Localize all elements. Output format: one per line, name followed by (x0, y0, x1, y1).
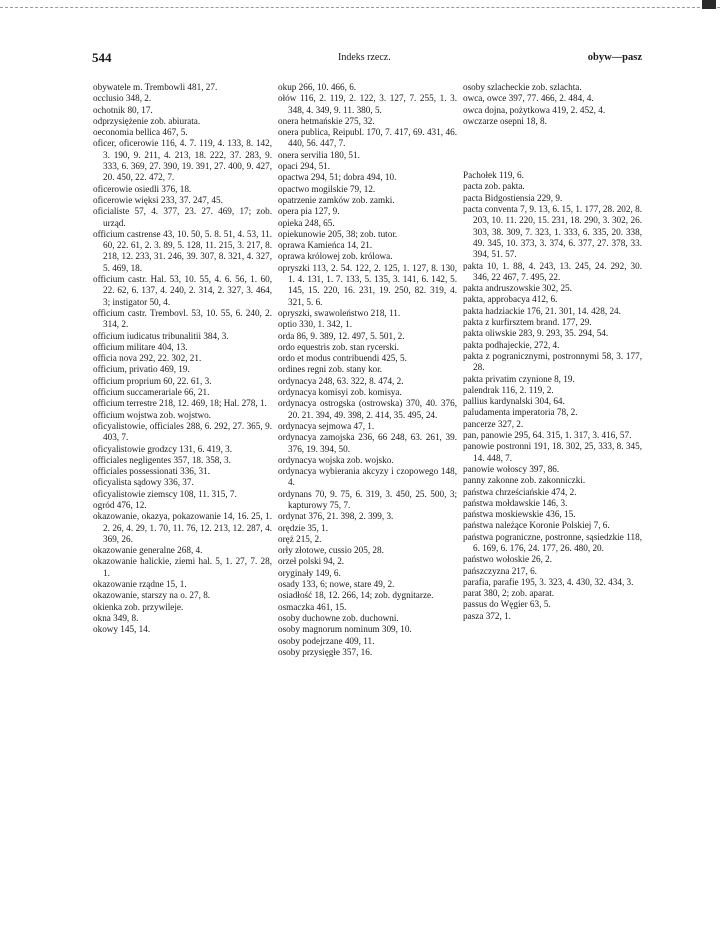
index-entry: państwa pograniczne, postronne, sąsiedzkie 118, 6. 169, 6. 176, 24. 177, 26. 480, 20. (463, 531, 642, 553)
scan-corner-mark (702, 0, 716, 9)
index-entry: oficerowie osiedli 376, 18. (93, 183, 192, 194)
index-entry: oryginały 149, 6. (278, 567, 341, 578)
index-entry: oręż 215, 2. (278, 533, 322, 544)
index-entry: officium wojstwa zob. wojstwo. (93, 409, 211, 420)
index-entry: osmaczka 461, 15. (278, 601, 347, 612)
index-title: Indeks rzecz. (338, 52, 391, 63)
index-entry: opera pia 127, 9. (278, 206, 340, 217)
index-entry: pakta, approbacya 412, 6. (463, 294, 558, 305)
index-entry: pakta oliwskie 283, 9. 293, 35. 294, 54. (463, 328, 609, 339)
index-entry: onera servilia 180, 51. (278, 149, 360, 160)
index-column-2 (278, 82, 457, 658)
index-entry: okna 349, 8. (93, 612, 139, 623)
index-entry: officiales possessionati 336, 31. (93, 466, 210, 477)
index-entry: oficialiste 57, 4. 377, 23. 27. 469, 17; zob. urząd. (93, 206, 272, 228)
index-entry: pasza 372, 1. (463, 610, 511, 621)
index-column-3 (463, 82, 642, 658)
index-entry: ordynacya komisyi zob. komisya. (278, 387, 402, 398)
page-header (92, 50, 642, 66)
entry-range: obyw—pasz (587, 52, 642, 63)
scan-edge (0, 7, 720, 8)
index-entry: ordynat 376, 21. 398, 2. 399, 3. (278, 511, 394, 522)
index-entry: osady 133, 6; nowe, stare 49, 2. (278, 579, 395, 590)
index-entry: ołów 116, 2. 119, 2. 122, 3. 127, 7. 255, 1. 3. 348, 4. 349, 9. 11. 380, 5. (278, 93, 457, 115)
index-entry: officium castr. Trembovl. 53, 10. 55, 6. 240, 2. 314, 2. (93, 307, 272, 330)
index-entry: okazowanie, starszy na o. 27, 8. (93, 590, 211, 601)
index-entry: osoby szlacheckie zob. szlachta. (463, 82, 582, 92)
index-column-1 (93, 82, 272, 658)
index-entry: orda 86, 9. 389, 12. 497, 5. 501, 2. (278, 330, 405, 341)
index-entry: ordines regni zob. stany kor. (278, 364, 383, 375)
index-entry: officium proprium 60, 22. 61, 3. (93, 375, 212, 386)
index-entry: okowy 145, 14. (93, 624, 151, 635)
index-entry: pan, panowie 295, 64. 315, 1. 317, 3. 416, 57. (463, 430, 632, 441)
index-entry: państwa należące Koronie Polskiej 7, 6. (463, 520, 610, 531)
index-entry: okazowanie, okazya, pokazowanie 14, 16. 25, 1. 2. 26, 4. 29, 1. 70, 11. 76, 12. 213, 12. 287, 4. 369, 26. (93, 511, 272, 544)
index-entry: okazowanie halickie, ziemi hal. 5, 1. 27, 7. 28, 1. (93, 556, 272, 578)
index-entry: orły złotowe, cussio 205, 28. (278, 545, 384, 556)
index-entry: ordo equestris zob. stan rycerski. (278, 341, 399, 352)
index-entry: opaci 294, 51. (278, 161, 331, 172)
index-entry: oprawa królowej zob. królowa. (278, 251, 393, 262)
index-entry: palendrak 116, 2. 119, 2. (463, 384, 554, 395)
index-entry: pacta conventa 7, 9. 13, 6. 15, 1. 177, 28. 202, 8. 203, 10. 11. 220, 15. 231, 18. 290, 3. 302, 26. 303, 38. 309, 7. 323, 1. 333, 6. 335, 20. 338, 49. 345, 10. 373, 3. 374, 6. 377, 27. 378, 33. 394, 51. 57. (463, 204, 642, 260)
index-entry: oprawa Kamieńca 14, 21. (278, 240, 373, 251)
index-entry: osoby przysięgłe 357, 16. (278, 646, 373, 657)
index-entry: passus do Węgier 63, 5. (463, 599, 551, 610)
index-entry: opieka 248, 65. (278, 217, 335, 228)
index-entry: osoby duchowne zob. duchowni. (278, 612, 399, 623)
index-entry: osiadłość 18, 12. 266, 14; zob. dygnitarze. (278, 590, 434, 601)
index-entry: ordo et modus contribuendi 425, 5. (278, 353, 407, 364)
index-entry: odprzysiężenie zob. abiurata. (93, 115, 201, 126)
index-entry: orędzie 35, 1. (278, 522, 329, 533)
index-entry: occlusio 348, 2. (93, 93, 152, 104)
index-entry: opatrzenie zamków zob. zamki. (278, 194, 395, 205)
index-entry: państwa moskiewskie 436, 15. (463, 509, 576, 520)
index-entry: osoby podejrzane 409, 11. (278, 635, 375, 646)
entry-gap (463, 143, 642, 154)
index-entry: pańszczyzna 217, 6. (463, 565, 537, 576)
index-entry: owca, owce 397, 77. 466, 2. 484, 4. (463, 93, 594, 104)
index-entry: pacta Bidgostiensia 229, 9. (463, 192, 563, 203)
index-entry: oficerowie więksi 233, 37. 247, 45. (93, 194, 223, 205)
index-entry: oficer, oficerowie 116, 4. 7. 119, 4. 133, 8. 142, 3. 190, 9. 211, 4. 213, 18. 222, 37. 283, 9. 333, 6. 369, 27. 390, 19. 391, 27. 400, 9. 427, 20. 450, 22. 472, 7. (93, 138, 272, 183)
index-entry: Pachołek 119, 6. (463, 170, 524, 181)
index-entry: pakta z pogranicznymi, postronnymi 58, 3. 177, 28. (463, 350, 642, 373)
index-entry: osoby magnorum nominum 309, 10. (278, 624, 412, 635)
index-entry: ordynacya wojska zob. wojsko. (278, 454, 394, 465)
index-entry: owczarze osepni 18, 8. (463, 115, 547, 126)
index-entry: oeconomia bellica 467, 5. (93, 127, 188, 138)
index-entry: okup 266, 10. 466, 6. (278, 82, 357, 92)
index-entry: ogród 476, 12. (93, 499, 147, 510)
page-number: 544 (92, 50, 112, 65)
index-entry: oficyalistowie ziemscy 108, 11. 315, 7. (93, 488, 237, 499)
index-entry: opactwa 294, 51; dobra 494, 10. (278, 172, 397, 183)
index-entry: pakta andruszowskie 302, 25. (463, 283, 572, 294)
index-entry: pakta 10, 1. 88, 4. 243, 13. 245, 24. 292, 30. 346, 22 467, 7. 495, 22. (463, 260, 642, 282)
index-entry: ordynacya sejmowa 47, 1. (278, 420, 375, 431)
index-entry: officium iudicatus tribunalitii 384, 3. (93, 330, 229, 341)
index-entry: ochotnik 80, 17. (93, 104, 153, 115)
index-entry: obywatele m. Trembowli 481, 27. (93, 82, 218, 92)
index-entry: ordynacya wybierania akcyzy i czopowego 148, 4. (278, 466, 457, 488)
index-entry: parafia, parafie 195, 3. 323, 4. 430, 32. 434, 3. (463, 576, 634, 587)
index-entry: pakta privatim czynione 8, 19. (463, 373, 575, 384)
index-entry: okazowanie generalne 268, 4. (93, 545, 203, 556)
index-entry: officiales negligentes 357, 18. 358, 3. (93, 454, 231, 465)
index-entry: opactwo mogilskie 79, 12. (278, 183, 376, 194)
index-entry: oficyalista sądowy 336, 37. (93, 477, 194, 488)
index-entry: parat 380, 2; zob. aparat. (463, 588, 555, 599)
index-entry: pakta podhajeckie, 272, 4. (463, 339, 560, 350)
index-entry: państwo wołoskie 26, 2. (463, 554, 553, 565)
index-entry: pakta z kurfirsztem brand. 177, 29. (463, 317, 592, 328)
index-entry: ordynacya 248, 63. 322, 8. 474, 2. (278, 375, 404, 386)
index-entry: paludamenta imperatoria 78, 2. (463, 407, 578, 418)
index-entry: officium castr. Hal. 53, 10. 55, 4. 6. 56, 1. 60, 22. 62, 6. 137, 4. 240, 2. 314, 2. 327, 3. 464, 3; instigator 50, 4. (93, 274, 272, 307)
index-entry: panowie postronni 191, 18. 302, 25, 333, 8. 345, 14. 448, 7. (463, 441, 642, 463)
index-entry: optio 330, 1. 342, 1. (278, 319, 353, 330)
index-entry: officia nova 292, 22. 302, 21. (93, 353, 202, 364)
index-entry: ordynacya zamojska 236, 66 248, 63. 261, 39. 376, 19. 394, 50. (278, 432, 457, 454)
index-entry: panowie wołoscy 397, 86. (463, 463, 560, 474)
index-entry: pacta zob. pakta. (463, 181, 525, 192)
index-entry: państwa chrześciańskie 474, 2. (463, 486, 577, 497)
index-entry: pancerze 327, 2. (463, 418, 524, 429)
index-entry: officium, privatio 469, 19. (93, 364, 190, 375)
index-entry: onera hetmańskie 275, 32. (278, 115, 375, 126)
index-entry: ordynacya ostrogska (ostrowska) 370, 40. 376, 20. 21. 394, 49. 398, 2. 414, 35. 495, 24. (278, 398, 457, 420)
index-entry: owca dojna, pożytkowa 419, 2. 452, 4. (463, 104, 606, 115)
index-entry: opiekunowie 205, 38; zob. tutor. (278, 228, 398, 239)
index-entry: okienka zob. przywileje. (93, 601, 184, 612)
index-entry: officium terrestre 218, 12. 469, 18; Hal. 278, 1. (93, 398, 267, 409)
index-entry: officium succamerariale 66, 21. (93, 387, 210, 398)
index-entry: panny zakonne zob. zakonniczki. (463, 475, 586, 486)
index-entry: onera publica, Reipubl. 170, 7. 417, 69. 431, 46. 440, 56. 447, 7. (278, 127, 457, 149)
index-entry: państwa mołdawskie 146, 3. (463, 497, 568, 508)
index-entry: oficyalistowie grodzcy 131, 6. 419, 3. (93, 443, 233, 454)
index-entry: ordynans 70, 9. 75, 6. 319, 3. 450, 25. 500, 3; kapturowy 75, 7. (278, 488, 457, 510)
index-entry: pallius kardynalski 304, 64. (463, 396, 565, 407)
index-columns (93, 82, 643, 658)
index-entry: okazowanie rządne 15, 1. (93, 579, 187, 590)
index-entry: officium castrense 43, 10. 50, 5. 8. 51, 4. 53, 11. 60, 22. 61, 2. 3. 89, 5. 128, 11. 215, 3. 217, 8. 218, 12. 233, 31. 246, 39. 307, 8. 321, 4. 327, 5. 469, 18. (93, 228, 272, 273)
index-entry: officium militare 404, 13. (93, 341, 188, 352)
index-entry: oficyalistowie, officiales 288, 6. 292, 27. 365, 9. 403, 7. (93, 420, 272, 443)
index-entry: opryszki 113, 2. 54. 122, 2. 125, 1. 127, 8. 130, 1. 4. 131, 1. 7. 133, 5. 135, 3. 141, 6. 142, 5. 145, 15. 220, 16. 231, 19. 250, 82. 319, 4. 321, 5. 6. (278, 262, 457, 307)
index-entry: orzeł polski 94, 2. (278, 556, 345, 567)
index-entry: opryszki, swawoleństwo 218, 11. (278, 307, 401, 318)
index-entry: pakta hadziackie 176, 21. 301, 14. 428, 24. (463, 305, 621, 316)
